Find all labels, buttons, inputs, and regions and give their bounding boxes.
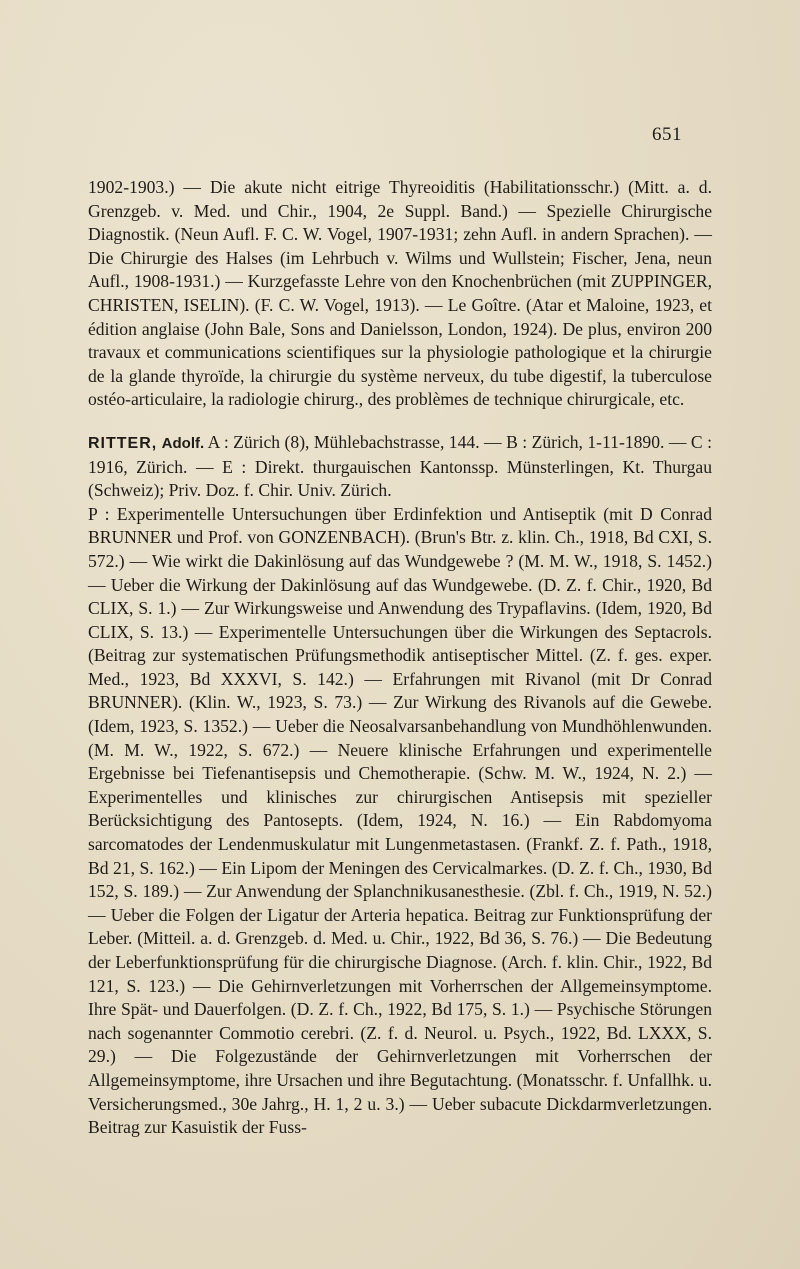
intro-paragraph: 1902-1903.) — Die akute nicht eitrige Thyreoiditis (Habilitationsschr.) (Mitt. a. d. Grenzgeb. v. Med. und Chir., 1904, 2e Suppl. Band.) — Spezielle Chirurgische Diagnostik. (Neun Aufl. F. C. W. Vogel, 1907-1931; zehn Aufl. in andern Sprachen). — Die Chirurgie des Halses (im Lehrbuch v. Wilms und Wullstein; Fischer, Jena, neun Aufl., 1908-1931.) — Kurzgefasste Lehre von den Knochenbrüchen (mit ZUPPINGER, CHRISTEN, ISELIN). (F. C. W. Vogel, 1913). — Le Goître. (Atar et Maloine, 1923, et édition anglaise (John Bale, Sons and Danielsson, London, 1924). De plus, environ 200 travaux et communications scientifiques sur la physiologie pathologique et la chirurgie de la glande thyroïde, la chirurgie du système nerveux, du tube digestif, la tuberculose ostéo-articulaire, la radiologie chirurg., des problèmes de technique chirurgicale, etc. [88, 177, 712, 410]
publications-paragraph: P : Experimentelle Untersuchungen über Erdinfektion und Antiseptik (mit D Conrad BRUNNER und Prof. von GONZENBACH). (Brun's Btr. z. klin. Ch., 1918, Bd CXI, S. 572.) — Wie wirkt die Dakinlösung auf das Wundgewebe ? (M. M. W., 1918, S. 1452.) — Ueber die Wirkung der Dakinlösung auf das Wundgewebe. (D. Z. f. Chir., 1920, Bd CLIX, S. 1.) — Zur Wirkungsweise und Anwendung des Trypaflavins. (Idem, 1920, Bd CLIX, S. 13.) — Experimentelle Untersuchungen über die Wirkungen des Septacrols. (Beitrag zur systematischen Prüfungsmethodik antiseptischer Mittel. (Z. f. ges. exper. Med., 1923, Bd XXXVI, S. 142.) — Erfahrungen mit Rivanol (mit Dr Conrad BRUNNER). (Klin. W., 1923, S. 73.) — Zur Wirkung des Rivanols auf die Gewebe. (Idem, 1923, S. 1352.) — Ueber die Neosalvarsanbehandlung von Mundhöhlenwunden. (M. M. W., 1922, S. 672.) — Neuere klinische Erfahrungen und experimentelle Ergebnisse bei Tiefenantisepsis und Chemotherapie. (Schw. M. W., 1924, N. 2.) — Experimentelles und klinisches zur chirurgischen Antisepsis mit spezieller Berücksichtigung des Pantosepts. (Idem, 1924, N. 16.) — Ein Rabdomyoma sarcomatodes der Lendenmuskulatur mit Lungenmetastasen. (Frankf. Z. f. Path., 1918, Bd 21, S. 162.) — Ein Lipom der Meningen des Cervicalmarkes. (D. Z. f. Ch., 1930, Bd 152, S. 189.) — Zur Anwendung der Splanchnikusanesthesie. (Zbl. f. Ch., 1919, N. 52.) — Ueber die Folgen der Ligatur der Arteria hepatica. Beitrag zur Funktionsprüfung der Leber. (Mitteil. a. d. Grenzgeb. d. Med. u. Chir., 1922, Bd 36, S. 76.) — Die Bedeutung der Leberfunktionsprüfung für die chirurgische Diagnose. (Arch. f. klin. Chir., 1922, Bd 121, S. 123.) — Die Gehirnverletzungen mit Vorherrschen der Allgemeinsymptome. Ihre Spät- und Dauerfolgen. (D. Z. f. Ch., 1922, Bd 175, S. 1.) — Psychische Störungen nach sogenannter Commotio cerebri. (Z. f. d. Neurol. u. Psych., 1922, Bd. LXXX, S. 29.) — Die Folgezustände der Gehirnverletzungen mit Vorherrschen der Allgemeinsymptome, ihre Ursachen und ihre Begutachtung. (Monatsschr. f. Unfallhk. u. Versicherungsmed., 30e Jahrg., H. 1, 2 u. 3.) — Ueber subacute Dickdarmverletzungen. Beitrag zur Kasuistik der Fuss- [88, 503, 712, 1138]
entry-details: A : Zürich (8), Mühlebachstrasse, 144. — B : Zürich, 1-11-1890. — C : 1916, Zürich. — E : Direkt. thurgauischen Kantonssp. Münsterlingen, Kt. Thurgau (Schweiz); Priv. Doz. f. Chir. Univ. Zürich. [88, 431, 712, 501]
biography-entry [88, 431, 712, 503]
page-number: 651 [652, 124, 682, 145]
page-body [88, 176, 712, 1140]
entry-first-name: Adolf. [161, 434, 205, 452]
entry-surname: RITTER, [88, 434, 158, 452]
